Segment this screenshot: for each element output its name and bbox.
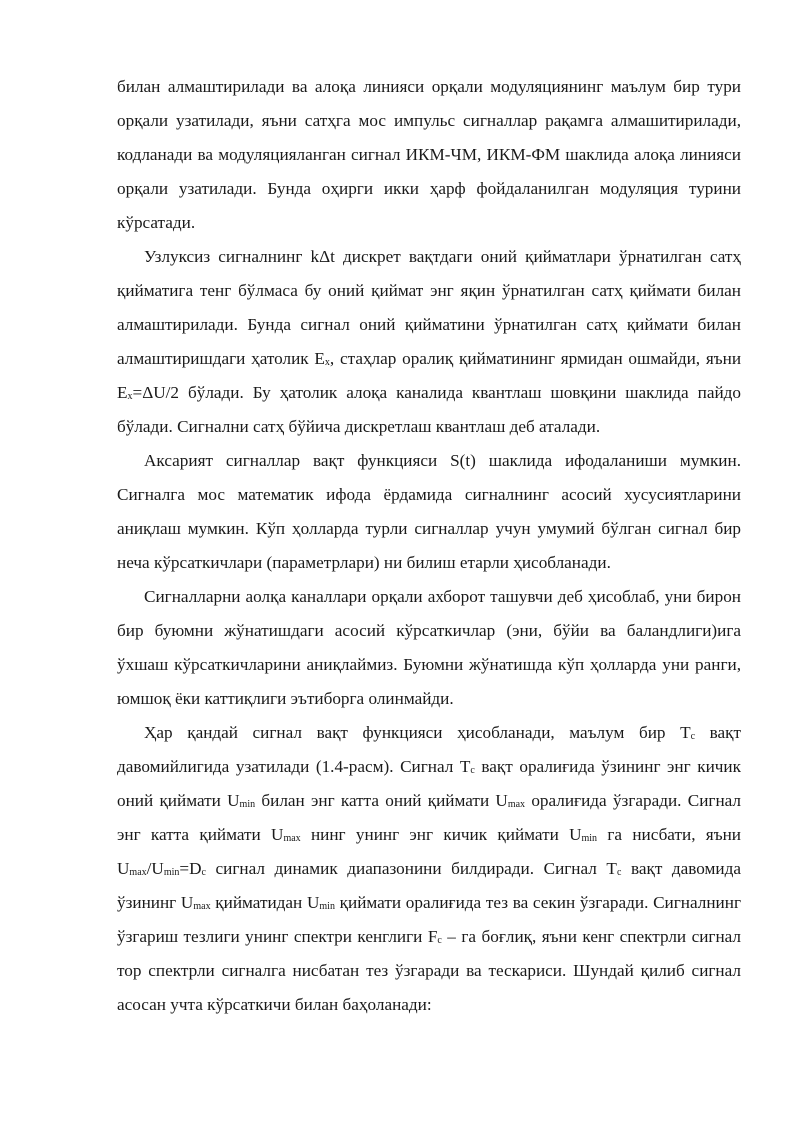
subscript: max bbox=[283, 833, 301, 844]
text-run: Узлуксиз сигналнинг kΔt дискрет вақтдаги оний қийматлари ўрнатилган сатҳ қийматига тенг бўлмаса бу оний қиймат энг яқин ўрнатилган сатҳ қиймати билан алмаштирилади. Бунда сигнал оний қийматини ўрнатилган сатҳ қиймати билан алмаштиришдаги ҳатолик E bbox=[117, 247, 741, 368]
text-run: =D bbox=[179, 859, 202, 878]
subscript: min bbox=[239, 799, 256, 810]
text-run: қиймати оралиғида тез ва секин ўзгаради. Сигналнинг ўзгариш тезлиги унинг спектри кенглиги F bbox=[117, 893, 741, 946]
text-run: Сигналларни аолқа каналлари орқали ахборот ташувчи деб ҳисоблаб, уни бирон бир буюмни жўнатишдаги асосий кўрсаткичлар (эни, бўйи ва баландлиги)ига ўхшаш кўрсаткичларини аниқлаймиз. Буюмни жўнатишда кўп ҳолларда уни ранги, юмшоқ ёки каттиқлиги эътиборга олинмайди. bbox=[117, 587, 741, 708]
subscript: c bbox=[201, 867, 206, 878]
text-run: сигнал динамик диапазонини билдиради. Сигнал Т bbox=[205, 859, 617, 878]
text-run: билан энг катта оний қиймати U bbox=[255, 791, 508, 810]
subscript: max bbox=[193, 901, 211, 912]
paragraph-5 bbox=[117, 716, 741, 1022]
subscript: c bbox=[437, 935, 442, 946]
text-run: , стаҳлар оралиқ қийматининг ярмидан ошмайди, яъни E bbox=[117, 349, 742, 402]
paragraph-2 bbox=[117, 240, 741, 444]
subscript: min bbox=[581, 833, 598, 844]
subscript: x bbox=[324, 357, 330, 368]
document-page bbox=[117, 70, 741, 1022]
text-run: нинг унинг энг кичик қиймати U bbox=[300, 825, 582, 844]
subscript: max bbox=[129, 867, 147, 878]
text-run: билан алмаштирилади ва алоқа линияси орқали модуляциянинг маълум бир тури орқали узатилади, яъни сатҳга мос импульс сигналлар рақамга алмашитирилади, кодланади ва модуляцияланган сигнал ИКМ-ЧМ, ИКМ-ФМ шаклида алоқа линияси орқали узатилади. Бунда оҳирги икки ҳарф фойдаланилган модуляция турини кўрсатади. bbox=[117, 77, 741, 232]
subscript: max bbox=[507, 799, 526, 810]
subscript: min bbox=[163, 867, 180, 878]
text-run: вақт оралиғида ўзининг энг кичик оний қиймати U bbox=[117, 757, 741, 810]
text-run: /U bbox=[146, 859, 164, 878]
text-run: оралиғида ўзгаради. Сигнал энг катта қиймати U bbox=[117, 791, 742, 844]
subscript: x bbox=[127, 391, 133, 402]
text-run: Ҳар қандай сигнал вақт функцияси ҳисобланади, маълум бир Т bbox=[144, 723, 691, 742]
text-run: вақт давомида ўзининг U bbox=[117, 859, 741, 912]
paragraph-1 bbox=[117, 70, 741, 240]
text-run: қийматидан U bbox=[210, 893, 320, 912]
subscript: c bbox=[690, 731, 696, 742]
text-run: га нисбати, яъни U bbox=[117, 825, 741, 878]
text-run: вақт давомийлигида узатилади (1.4-расм). Сигнал Т bbox=[117, 723, 741, 776]
subscript: min bbox=[319, 901, 335, 912]
subscript: c bbox=[470, 765, 475, 776]
text-run: – га боғлиқ, яъни кенг спектрли сигнал тор спектрли сигналга нисбатан тез ўзгаради ва тескариси. Шундай қилиб сигнал асосан учта кўрсаткичи билан баҳоланади: bbox=[117, 927, 741, 1014]
text-run: Аксарият сигналлар вақт функцияси S(t) шаклида ифодаланиши мумкин. Сигналга мос математик ифода ёрдамида сигналнинг асосий хусусиятларини аниқлаш мумкин. Кўп ҳолларда турли сигналлар учун умумий бўлган сигнал бир неча кўрсаткичлари (параметрлари) ни билиш етарли ҳисобланади. bbox=[117, 451, 741, 572]
subscript: c bbox=[616, 867, 622, 878]
paragraph-4 bbox=[117, 580, 741, 716]
text-run: =ΔU/2 бўлади. Бу ҳатолик алоқа каналида квантлаш шовқини шаклида пайдо бўлади. Сигнални сатҳ бўйича дискретлаш квантлаш деб аталади. bbox=[117, 383, 741, 436]
paragraph-3 bbox=[117, 444, 741, 580]
